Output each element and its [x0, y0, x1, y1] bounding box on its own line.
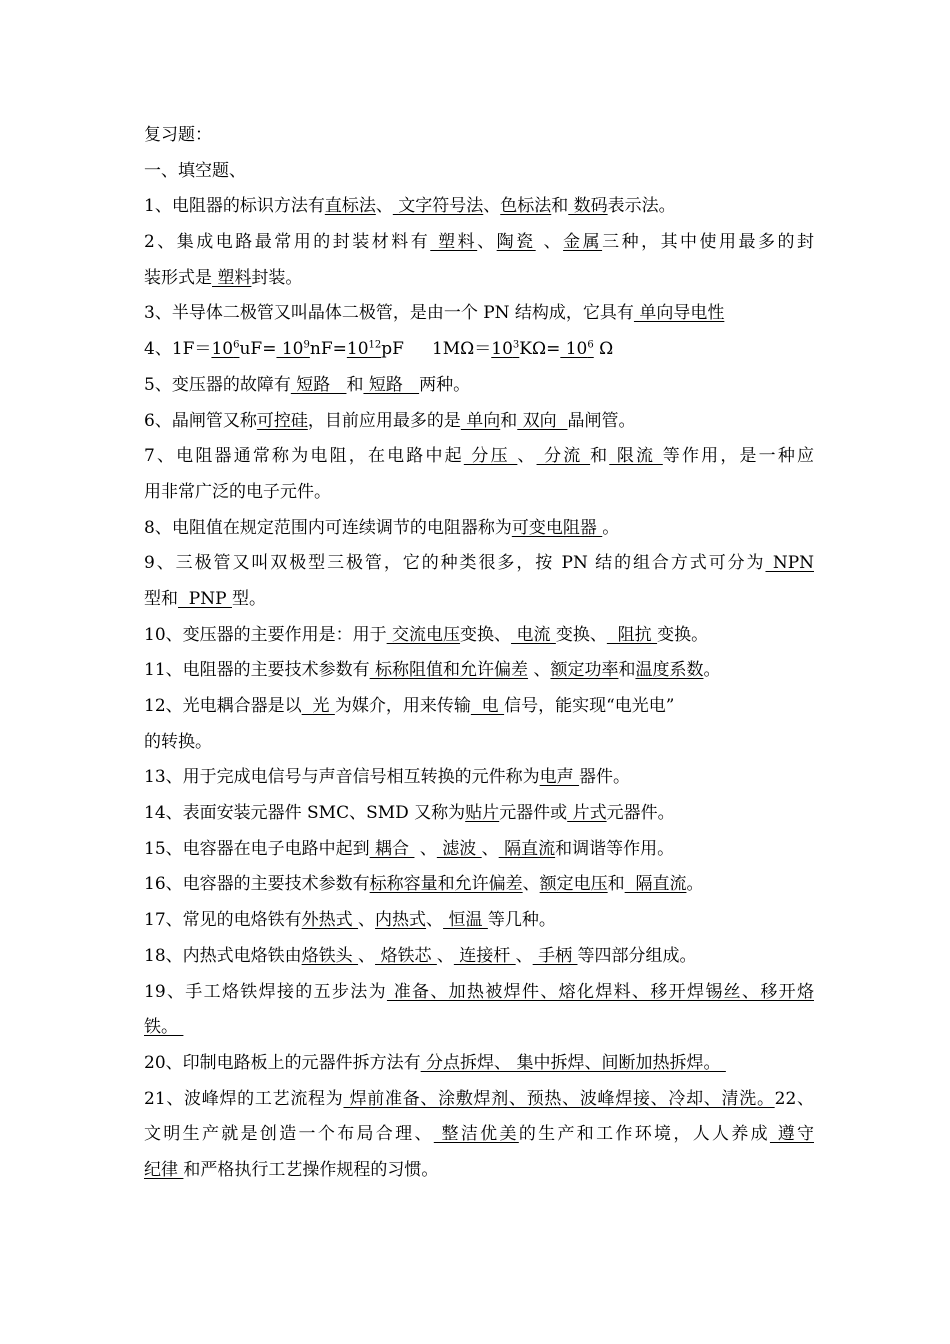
answer: 陶瓷 — [496, 232, 536, 253]
question-12-cont: 的转换。 — [144, 731, 212, 752]
document-title: 复习题： — [144, 125, 212, 145]
question-10: 10、变压器的主要作用是：用于 交流电压变换、 电流 变换、 阻抗 变换。 — [144, 624, 709, 645]
answer: 整洁优美 — [433, 1124, 519, 1145]
answer: 双向 — [517, 410, 568, 431]
question-19-cont — [144, 1010, 814, 1046]
answer: 短路 — [290, 374, 347, 395]
answer: 可控硅 — [256, 410, 308, 431]
answer: 塑料 — [212, 267, 252, 288]
answer: 恒温 — [443, 910, 488, 931]
answer: 塑料 — [430, 232, 478, 253]
section-heading: 一、填空题、 — [144, 160, 246, 181]
answer: 分压 — [463, 446, 518, 467]
answer: 额定功率 — [550, 660, 619, 681]
answer: 阻抗 — [606, 624, 658, 645]
answer: 外热式 — [301, 910, 359, 931]
answer: 电 — [470, 696, 505, 716]
answer: 可变电阻器 — [511, 517, 603, 538]
answer: 滤波 — [436, 838, 482, 859]
answer: 烙铁头 — [301, 945, 359, 966]
answer: 电流 — [511, 624, 556, 645]
answer: 电声 — [539, 767, 580, 788]
answer: 贴片 — [465, 803, 500, 824]
answer: 连接杆 — [453, 945, 516, 966]
question-7-cont: 用非常广泛的电子元件。 — [144, 481, 331, 502]
answer: $10^3$ — [491, 339, 520, 360]
answer: 耦合 — [369, 838, 415, 859]
review-document — [144, 118, 814, 1189]
question-9-cont: 型和 PNP 型。 — [144, 588, 266, 609]
answer: 限流 — [609, 446, 663, 467]
question-13: 13、用于完成电信号与声音信号相互转换的元件称为电声 器件。 — [144, 767, 631, 788]
question-12: 12、光电耦合器是以 光 为媒介，用来传输 电 信号，能实现“电光电” — [144, 696, 675, 716]
answer: 标称容量和允许偏差 — [369, 874, 523, 895]
answer: 焊前准备、涂敷焊剂、预热、波峰焊接、冷却、清洗。 — [343, 1088, 775, 1109]
answer: $10^6$ — [211, 339, 240, 360]
question-3: 3、半导体二极管又叫晶体二极管，是由一个 PN 结构成，它具有 单向导电性 — [144, 303, 725, 324]
answer: 内热式 — [375, 910, 427, 931]
question-11: 11、电阻器的主要技术参数有 标称阻值和允许偏差 、额定功率和温度系数。 — [144, 660, 721, 681]
question-7: 7、电阻器通常称为电阻，在电路中起 分压 、 分流 和 限流 等作用，是一种应 — [144, 446, 814, 467]
question-2: 2、集成电路最常用的封装材料有 塑料、陶瓷 、金属三种，其中使用最多的封 — [144, 232, 814, 253]
question-15: 15、电容器在电子电路中起到 耦合 、 滤波 、 隔直流和调谐等作用。 — [144, 838, 675, 859]
question-8: 8、电阻值在规定范围内可连续调节的电阻器称为可变电阻器 。 — [144, 517, 620, 538]
question-2-cont: 装形式是 塑料封装。 — [144, 267, 303, 288]
answer: 纪律 — [144, 1159, 184, 1180]
answer: 铁。 — [144, 1017, 184, 1038]
answer: 温度系数 — [635, 660, 704, 681]
answer: NPN — [765, 553, 814, 574]
question-18: 18、内热式电烙铁由烙铁头 、 烙铁芯 、 连接杆 、 手柄 等四部分组成。 — [144, 945, 697, 966]
question-9: 9、三极管又叫双极型三极管，它的种类很多，按 PN 结的组合方式可分为 NPN — [144, 553, 814, 574]
answer: 烙铁芯 — [375, 945, 437, 966]
answer: PNP — [178, 588, 232, 609]
question-22: 文明生产就是创造一个布局合理、 整洁优美的生产和工作环境，人人养成 遵守 — [144, 1124, 814, 1145]
question-4: 4、$1F=10^6uF= 10^9nF=10^{12}pF$ $1M\Omega=10^3K\Omega= 10^6$ Ω — [144, 339, 614, 360]
question-20: 20、印制电路板上的元器件拆方法有 分点拆焊、 集中拆焊、间断加热拆焊。 — [144, 1052, 726, 1073]
answer: $10^{12}$ — [346, 339, 382, 360]
answer: 分点拆焊、 集中拆焊、间断加热拆焊。 — [420, 1052, 726, 1073]
answer: 遵守 — [769, 1124, 814, 1145]
answer: 短路 — [363, 374, 420, 395]
answer: 分流 — [536, 446, 591, 467]
answer: 手柄 — [532, 945, 578, 966]
answer: 数码 — [568, 196, 608, 217]
answer: 直标法 — [324, 196, 376, 217]
answer: 准备、加热被焊件、熔化焊料、移开焊锡丝、移开烙 — [386, 981, 814, 1002]
answer: 金属 — [563, 232, 603, 253]
answer: 光 — [301, 696, 335, 716]
question-22-cont: 纪律 和严格执行工艺操作规程的习惯。 — [144, 1159, 439, 1180]
answer: 单向 — [460, 410, 501, 431]
question-17: 17、常见的电烙铁有外热式 、内热式、 恒温 等几种。 — [144, 910, 556, 931]
question-21: 21、波峰焊的工艺流程为 焊前准备、涂敷焊剂、预热、波峰焊接、冷却、清洗。22、 — [144, 1088, 814, 1109]
answer: 隔直流 — [498, 838, 556, 859]
answer: $10^6$ — [560, 339, 594, 360]
answer: 额定电压 — [539, 874, 608, 895]
answer: 色标法 — [500, 196, 552, 217]
answer: 文字符号法 — [392, 196, 484, 217]
answer: 隔直流 — [624, 874, 687, 895]
answer: 交流电压 — [386, 624, 461, 645]
question-1: 1、电阻器的标识方法有直标法、 文字符号法、色标法和 数码表示法。 — [144, 196, 676, 217]
question-5: 5、变压器的故障有 短路 和 短路 两种。 — [144, 374, 471, 395]
answer: 片式 — [567, 803, 607, 824]
question-16: 16、电容器的主要技术参数有标称容量和允许偏差、额定电压和 隔直流。 — [144, 874, 704, 895]
question-14: 14、表面安装元器件 SMC、SMD 又称为贴片元器件或 片式元器件。 — [144, 803, 675, 824]
question-6: 6、晶闸管又称可控硅，目前应用最多的是 单向和 双向 晶闸管。 — [144, 410, 636, 431]
question-19: 19、手工烙铁焊接的五步法为 准备、加热被焊件、熔化焊料、移开焊锡丝、移开烙 — [144, 981, 814, 1002]
answer: $10^9$ — [276, 339, 310, 360]
answer: 单向导电性 — [633, 303, 725, 324]
answer: 标称阻值和允许偏差 — [369, 660, 529, 681]
